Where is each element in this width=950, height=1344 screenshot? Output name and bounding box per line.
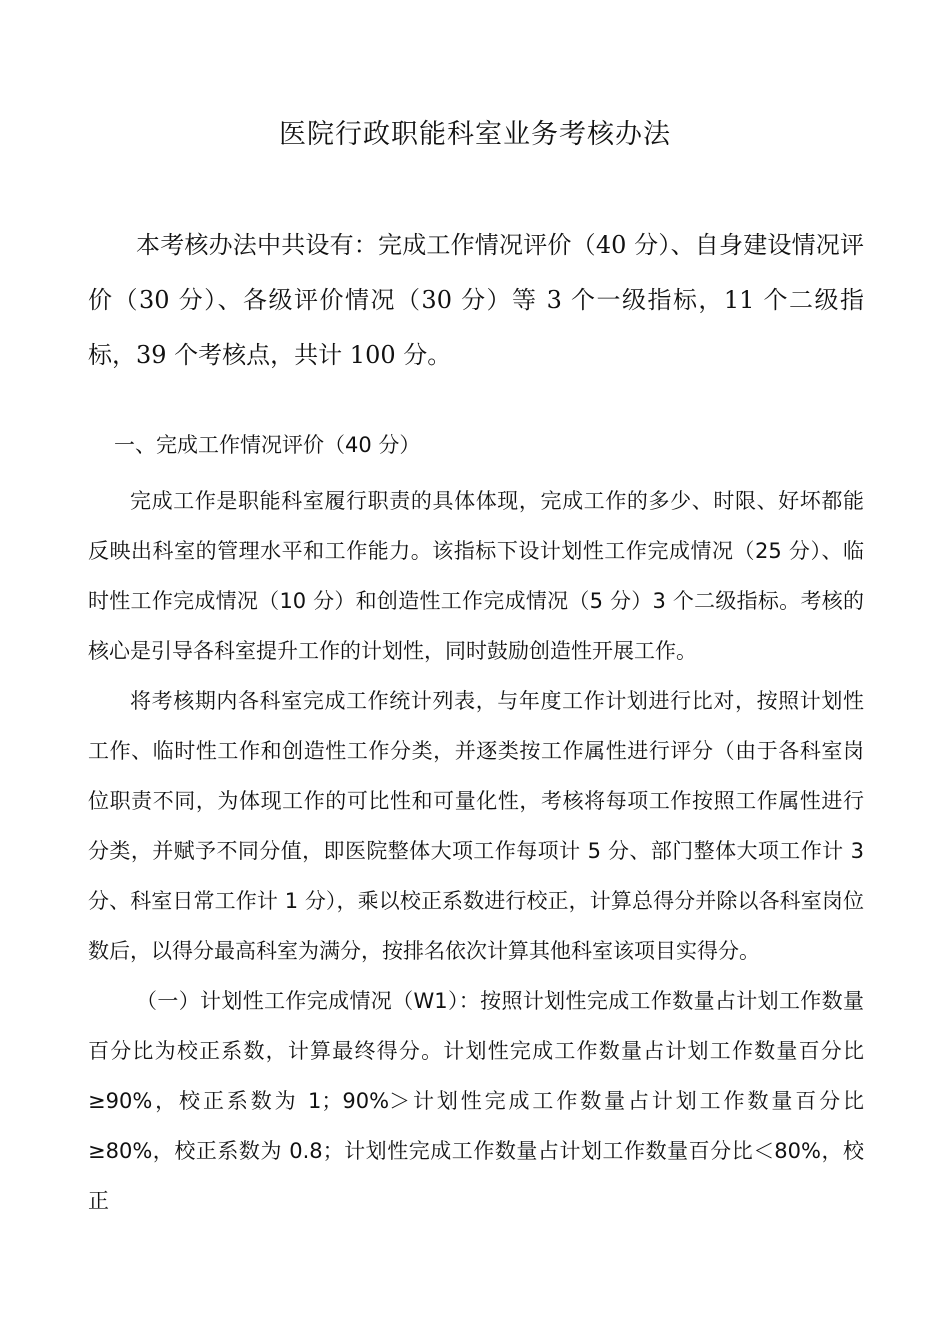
intro-section	[88, 218, 864, 383]
body-section	[88, 420, 864, 1226]
document-title: 医院行政职能科室业务考核办法	[279, 119, 671, 150]
paragraph-1: 完成工作是职能科室履行职责的具体体现，完成工作的多少、时限、好坏都能反映出科室的管理水平和工作能力。该指标下设计划性工作完成情况（25 分）、临时性工作完成情况（10 分）和创造性工作完成情况（5 分）3 个二级指标。考核的核心是引导各科室提升工作的计划性，同时鼓励创造性开展工作。	[88, 489, 864, 663]
intro-paragraph: 本考核办法中共设有：完成工作情况评价（40 分）、自身建设情况评价（30 分）、各级评价情况（30 分）等 3 个一级指标，11 个二级指标，39 个考核点，共计 100 分。	[88, 231, 864, 369]
paragraph-3: （一）计划性工作完成情况（W1）：按照计划性完成工作数量占计划工作数量百分比为校正系数，计算最终得分。计划性完成工作数量占计划工作数量百分比≥90%，校正系数为 1；90%＞计划性完成工作数量占计划工作数量百分比≥80%，校正系数为 0.8；计划性完成工作数量占计划工作数量百分比＜80%，校正	[88, 989, 864, 1213]
paragraph-2: 将考核期内各科室完成工作统计列表，与年度工作计划进行比对，按照计划性工作、临时性工作和创造性工作分类，并逐类按工作属性进行评分（由于各科室岗位职责不同，为体现工作的可比性和可量化性，考核将每项工作按照工作属性进行分类，并赋予不同分值，即医院整体大项工作每项计 5 分、部门整体大项工作计 3 分、科室日常工作计 1 分），乘以校正系数进行校正，计算总得分并除以各科室岗位数后，以得分最高科室为满分，按排名依次计算其他科室该项目实得分。	[88, 689, 864, 963]
section-heading: 一、完成工作情况评价（40 分）	[114, 433, 421, 457]
